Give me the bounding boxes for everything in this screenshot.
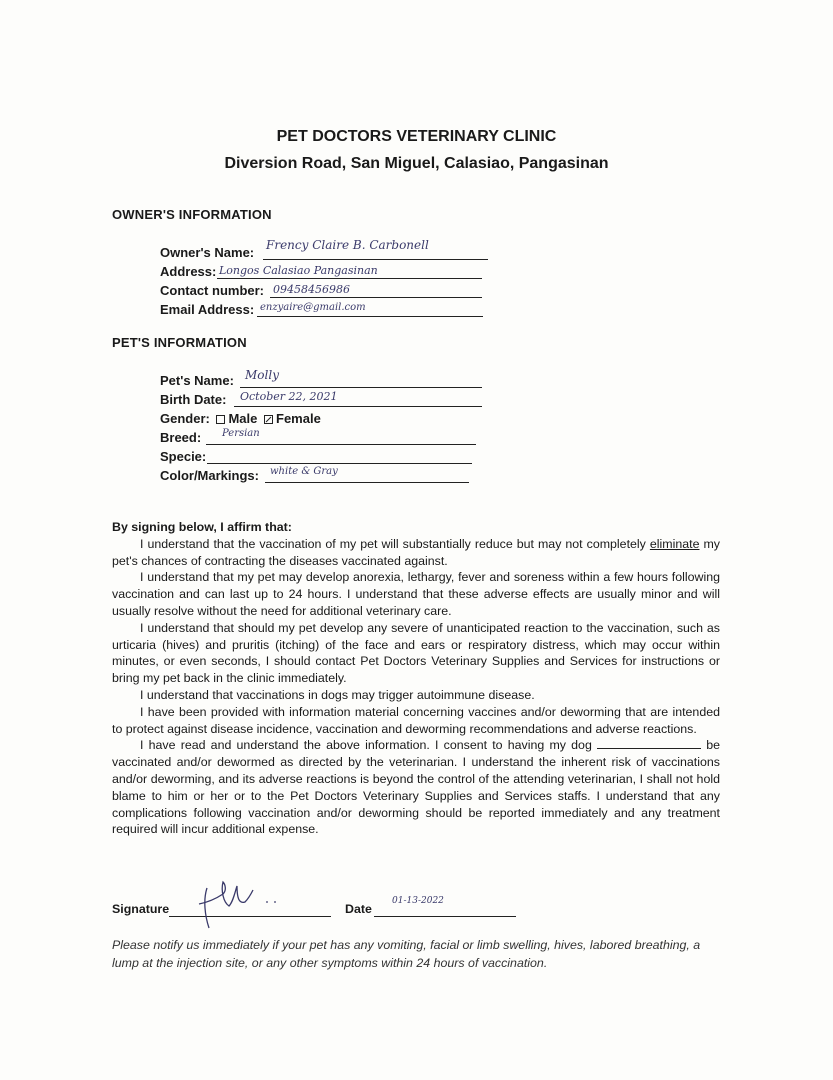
pet-color-label: Color/Markings:	[160, 468, 259, 483]
pet-name-line	[240, 387, 482, 388]
owner-name-field[interactable]: Frency Claire B. Carbonell	[266, 238, 429, 252]
owner-contact-label: Contact number:	[160, 283, 264, 298]
owner-contact-field[interactable]: 09458456986	[273, 283, 350, 296]
owner-section-title: OWNER'S INFORMATION	[112, 207, 272, 222]
signature-mark[interactable]	[195, 876, 295, 932]
female-checkbox[interactable]	[264, 415, 273, 424]
eliminate-underlined: eliminate	[649, 536, 700, 551]
footer-note: Please notify us immediately if your pet has any vomiting, facial or limb swelling, hives, labored breathing, a lump at the injection site, or any other symptoms within 24 hours of vaccination.	[112, 938, 701, 970]
owner-name-label: Owner's Name:	[160, 245, 255, 260]
pet-name-field[interactable]: Molly	[245, 368, 279, 382]
pet-breed-field[interactable]: Persian	[222, 428, 260, 439]
pet-color-line	[265, 482, 469, 483]
pet-name-label: Pet's Name:	[160, 373, 234, 388]
pet-gender-label: Gender:	[160, 411, 210, 426]
consent-heading: By signing below, I affirm that:	[112, 520, 292, 534]
pet-gender-row	[160, 411, 321, 426]
consent-paragraph-6: I have read and understand the above information. I consent to having my dog be vaccinated and/or dewormed as directed by the veterinarian. I understand the inherent risk of vaccinations and/or deworming, and its adverse reactions is beyond the control of the attending veterinarian, I shall not hold blame to him or her or to the Pet Doctors Veterinary Supplies and Services staffs. I understand that any complications following vaccination and/or deworming should be reported immediately and any treatment required will incur additional expense.	[112, 738, 721, 837]
owner-email-line	[257, 316, 483, 317]
pet-breed-label: Breed:	[160, 430, 202, 445]
owner-contact-line	[270, 297, 482, 298]
signature-label: Signature	[112, 902, 170, 916]
pet-birth-label: Birth Date:	[160, 392, 227, 407]
consent-paragraph-1: I understand that the vaccination of my pet will substantially reduce but may not completely eliminate my pet's chances of contracting the diseases vaccinated against.	[112, 536, 720, 568]
consent-paragraph-3: I understand that should my pet develop any severe of unanticipated reaction to the vaccination, such as urticaria (hives) and pruritis (itching) of the face and ears or respiratory distress, which may occur within minutes, or even seconds, I should contact Pet Doctors Veterinary Supplies and Services for instructions or bring my pet back in the clinic immediately.	[112, 620, 720, 686]
owner-name-line	[263, 259, 488, 260]
pet-specie-label: Specie:	[160, 449, 207, 464]
pet-birth-field[interactable]: October 22, 2021	[240, 390, 338, 403]
owner-address-label: Address:	[160, 264, 217, 279]
owner-email-label: Email Address:	[160, 302, 255, 317]
pet-section-title: PET'S INFORMATION	[112, 335, 247, 350]
dog-name-blank[interactable]	[597, 737, 701, 749]
male-label: Male	[228, 411, 258, 426]
consent-paragraph-2: I understand that my pet may develop anorexia, lethargy, fever and soreness within a few hours following vaccination and can last up to 24 hours. I understand that these adverse effects are usually minor and will usually resolve without the need for additional veterinary care.	[112, 570, 720, 618]
pet-breed-line	[206, 444, 476, 445]
clinic-name: PET DOCTORS VETERINARY CLINIC	[276, 128, 557, 145]
owner-address-field[interactable]: Longos Calasiao Pangasinan	[219, 264, 378, 277]
date-label: Date	[345, 902, 372, 916]
female-label: Female	[276, 411, 321, 426]
male-checkbox[interactable]	[216, 415, 225, 424]
owner-email-field[interactable]: enzyaire@gmail.com	[260, 302, 366, 313]
pet-birth-line	[234, 406, 482, 407]
pet-specie-line	[207, 463, 472, 464]
clinic-address: Diversion Road, San Miguel, Calasiao, Pangasinan	[224, 155, 609, 172]
date-line	[374, 916, 516, 917]
consent-paragraph-4: I understand that vaccinations in dogs may trigger autoimmune disease.	[140, 687, 535, 702]
consent-body	[112, 519, 720, 838]
owner-address-line	[217, 278, 482, 279]
pet-color-field[interactable]: white & Gray	[270, 466, 338, 477]
date-field[interactable]: 01-13-2022	[392, 896, 444, 906]
consent-paragraph-5: I have been provided with information material concerning vaccines and/or deworming that are intended to protect against disease incidence, vaccination and deworming recommendations and adverse reactions.	[112, 704, 720, 736]
